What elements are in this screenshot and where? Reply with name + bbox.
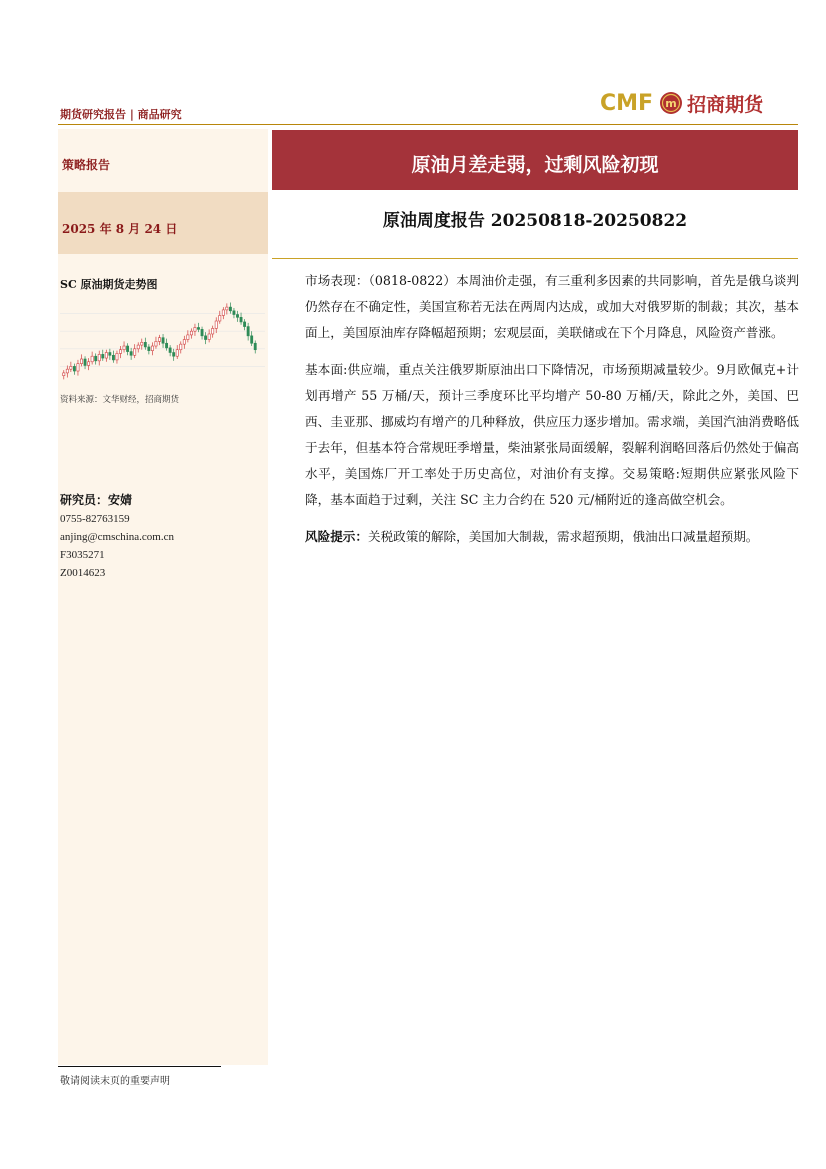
candle-body — [130, 352, 132, 356]
candle-body — [247, 327, 249, 336]
candle-body — [158, 338, 160, 342]
candle-body — [236, 315, 238, 318]
candle-body — [180, 344, 182, 350]
subtitle-divider — [272, 258, 798, 259]
left-sidebar — [58, 129, 268, 1065]
candle-body — [240, 317, 242, 322]
candle-body — [91, 356, 93, 362]
candle-body — [190, 331, 192, 335]
researcher-license-2: Z0014623 — [60, 567, 106, 579]
candle-body — [105, 353, 107, 359]
candle-body — [212, 328, 214, 334]
chart-svg — [60, 292, 265, 390]
candle-body — [70, 366, 72, 369]
candle-body — [102, 354, 104, 358]
candle-body — [233, 311, 235, 315]
candle-body — [173, 353, 175, 357]
report-type: 策略报告 — [62, 158, 111, 172]
footer-disclaimer: 敬请阅读末页的重要声明 — [60, 1076, 170, 1087]
logo-badge-icon — [659, 91, 683, 115]
fundamentals-paragraph: 基本面:供应端，重点关注俄罗斯原油出口下降情况，市场预期减量较少。9月欧佩克+计划再增产 55 万桶/天，预计三季度环比平均增产 50-80 万桶/天，除此之外，美国、巴西、圭亚那、挪威均有增产的几种释放，供应压力逐步增加。需求端，美国汽油消费略低于去年，但基本符合常规旺季增量，柴油紧张局面缓解，裂解利润略回落后仍然处于偏高水平，美国炼厂开工率处于历史高位，对油价有支撑。交易策略:短期供应紧张风险下降，基本面趋于过剩，关注 SC 主力合约在 520 元/桶附近的逢高做空机会。 — [305, 362, 799, 507]
candle-body — [80, 359, 82, 364]
price-chart — [60, 292, 265, 390]
candle-body — [141, 342, 143, 345]
candle-body — [251, 336, 253, 343]
researcher-license-1: F3035271 — [60, 549, 105, 561]
candle-body — [215, 321, 217, 328]
report-subtitle: 原油周度报告 20250818-20250822 — [382, 211, 688, 231]
researcher-phone: 0755-82763159 — [60, 513, 130, 525]
candle-body — [243, 322, 245, 327]
candle-body — [134, 349, 136, 355]
candle-body — [187, 335, 189, 340]
candle-body — [219, 315, 221, 321]
chart-source: 资料来源：文华财经，招商期货 — [60, 395, 180, 405]
candle-body — [169, 348, 171, 353]
candle-body — [194, 327, 196, 331]
candle-body — [151, 346, 153, 351]
candle-body — [87, 362, 89, 366]
candle-body — [95, 356, 97, 361]
candle-body — [116, 353, 118, 359]
report-type-cell — [58, 130, 268, 190]
candle-body — [155, 341, 157, 346]
candle-body — [197, 327, 199, 329]
risk-label: 风险提示： — [305, 529, 368, 544]
candle-body — [162, 338, 164, 344]
candle-body — [226, 307, 228, 310]
report-title: 原油月差走弱，过剩风险初现 — [411, 154, 659, 176]
report-body — [305, 268, 799, 561]
candle-body — [204, 336, 206, 340]
candle-body — [176, 350, 178, 356]
candle-body — [165, 343, 167, 348]
candle-body — [144, 342, 146, 347]
company-logo — [600, 86, 763, 120]
candle-body — [229, 307, 231, 311]
footer-divider — [58, 1066, 221, 1067]
market-paragraph: 市场表现：（0818-0822）本周油价走强，有三重利多因素的共同影响，首先是俄乌谈判仍然存在不确定性，美国宣称若无法在两周内达成，或加大对俄罗斯的制裁；其次，基本面上，美国原油库存降幅超预期；宏观层面，美联储或在下个月降息，风险资产普涨。 — [305, 273, 799, 340]
logo-badge-text: m — [665, 97, 677, 110]
report-date: 2025 年 8 月 24 日 — [62, 222, 178, 236]
candle-body — [208, 334, 210, 340]
header-divider — [58, 124, 798, 125]
logo-en-text: CMF — [600, 90, 654, 116]
candle-body — [98, 354, 100, 360]
candle-body — [201, 329, 203, 335]
logo-cn-text: 招商期货 — [687, 93, 764, 116]
candle-body — [77, 364, 79, 371]
candle-body — [123, 346, 125, 350]
researcher-name: 研究员：安婧 — [60, 493, 133, 507]
candle-body — [84, 359, 86, 365]
risk-paragraph — [305, 524, 799, 550]
candle-body — [137, 345, 139, 349]
candle-body — [66, 369, 68, 373]
candle-body — [109, 353, 111, 356]
candle-body — [112, 355, 114, 360]
candle-body — [222, 310, 224, 316]
candle-body — [63, 373, 65, 376]
researcher-email[interactable]: anjing@cmschina.com.cn — [60, 531, 174, 543]
candle-body — [254, 343, 256, 349]
candle-body — [119, 350, 121, 354]
candle-body — [148, 347, 150, 351]
candle-body — [73, 366, 75, 371]
title-banner — [272, 130, 798, 190]
candle-body — [183, 340, 185, 345]
candle-body — [126, 346, 128, 352]
chart-title: SC 原油期货走势图 — [60, 278, 158, 291]
risk-text: 关税政策的解除，美国加大制裁，需求超预期，俄油出口减量超预期。 — [367, 529, 759, 544]
header-category: 期货研究报告 | 商品研究 — [60, 108, 182, 121]
date-cell — [58, 192, 268, 254]
